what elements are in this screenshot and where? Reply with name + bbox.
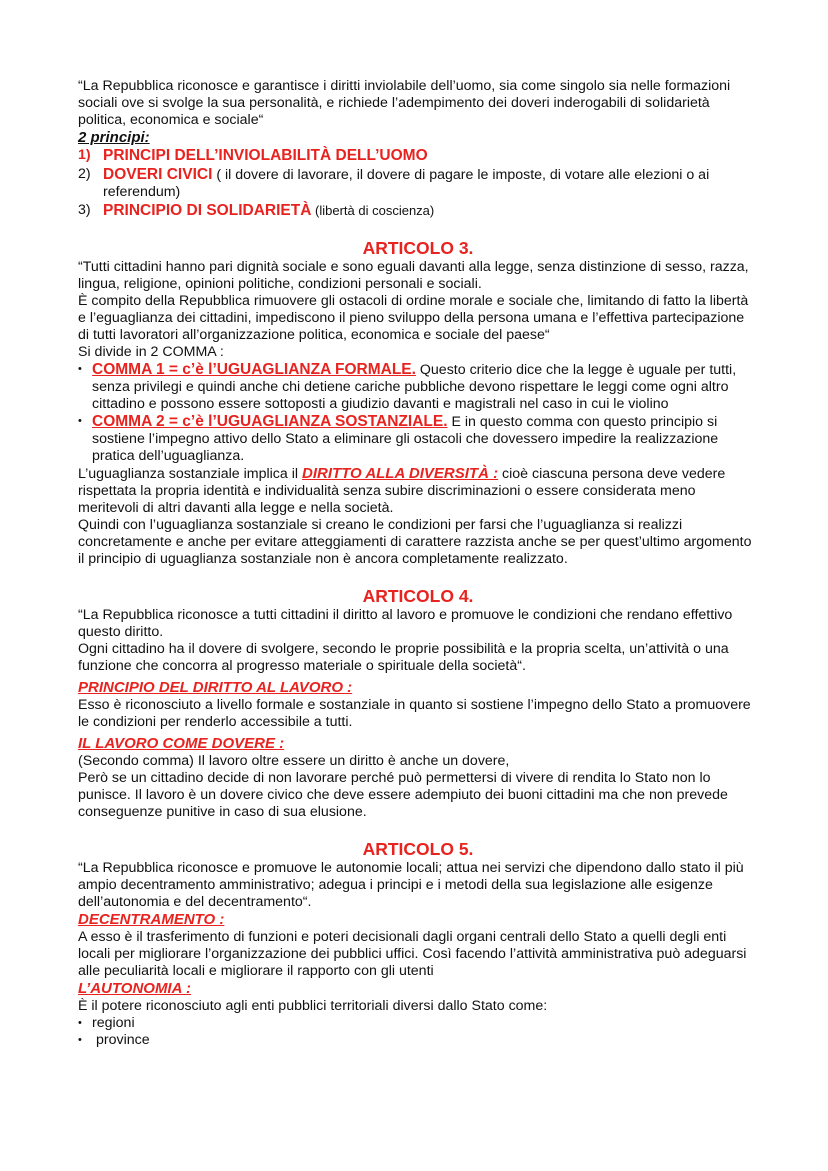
principles-title: 2 principi:: [78, 129, 150, 146]
art5-heading-1: DECENTRAMENTO :: [78, 911, 225, 928]
art4-heading-2: IL LAVORO COME DOVERE :: [78, 735, 285, 752]
bullet-icon: •: [78, 1017, 82, 1029]
principle-item: [78, 147, 758, 165]
list-item-text: regioni: [92, 1015, 135, 1031]
diversity-label: DIRITTO ALLA DIVERSITÀ :: [301, 465, 499, 482]
art4-quote-2: Ogni cittadino ha il dovere di svolgere, secondo le proprie possibilità e la propria scelta, un’attività o una funzione che concorra al progresso materiale o spirituale della società“.: [78, 641, 729, 674]
bullet-icon: •: [78, 363, 82, 375]
art2-quote: “La Repubblica riconosce e garantisce i diritti inviolabile dell’uomo, sia come singolo sia nelle formazioni sociali ove si svolge la sua personalità, e richiede l’adempimento dei doveri inderogabili di solidarietà politica, economica e sociale“: [78, 78, 731, 128]
item-number: 3): [78, 202, 91, 218]
art3-divides: Si divide in 2 COMMA :: [78, 344, 224, 360]
list-item-text: province: [96, 1032, 150, 1048]
list-item: [78, 1015, 758, 1032]
bullet-icon: •: [78, 1034, 82, 1046]
principle-item: [78, 202, 758, 220]
diversity-text: cioè ciascuna persona deve vedere rispettata la propria identità e individualità senza subire discriminazioni o essere considerata meno meritevoli di altri davanti alla legge e nella società.: [78, 466, 726, 516]
comma-1-text: Questo criterio dice che la legge è uguale per tutti, senza privilegi e quindi anche chi detiene cariche pubbliche devono rispettare le leggi come ogni altro cittadino e possono essere sottoposti a giudizio davanti e magistrali nel caso in cui le violino: [92, 362, 737, 412]
item-title: DOVERI CIVICI: [103, 166, 213, 183]
item-title: PRINCIPI DELL’INVIOLABILITÀ DELL’UOMO: [103, 147, 428, 164]
art3-quote: “Tutti cittadini hanno pari dignità sociale e sono eguali davanti alla legge, senza distinzione di sesso, razza, lingua, religione, opinioni politiche, condizioni personali e sociali.: [78, 259, 749, 292]
art5-paragraph-1: A esso è il trasferimento di funzioni e poteri decisionali dagli organi centrali dello Stato a quelli degli enti locali per migliorare l’organizzazione dei pubblici uffici. Così facendo l’attività amministrativa può adeguarsi alle peculiarità locali e migliorare il rapporto con gli utenti: [78, 929, 747, 979]
comma-1-item: [78, 361, 758, 413]
list-item: [78, 1032, 758, 1049]
item-text: ( il dovere di lavorare, il dovere di pagare le imposte, di votare alle elezioni o ai referendum): [103, 167, 710, 200]
diversity-paragraph: [78, 465, 758, 517]
comma-1-label: COMMA 1 = c’è l’UGUAGLIANZA FORMALE.: [92, 361, 416, 378]
art3-conclusion: Quindi con l’uguaglianza sostanziale si creano le condizioni per farsi che l’uguaglianza si realizzi concretamente e anche per evitare atteggiamenti di carattere razzista anche se per quest’ultimo argomento il principio di uguaglianza sostanziale non è ancora completamente realizzato.: [78, 517, 752, 567]
art3-quote-2: È compito della Repubblica rimuovere gli ostacoli di ordine morale e sociale che, limitando di fatto la libertà e l’eguaglianza dei cittadini, impediscono il pieno sviluppo della persona umana e l’effettiva partecipazione di tutti lavoratori all’organizzazione politica, economica e sociale del paese“: [78, 293, 749, 343]
principle-item: [78, 166, 758, 201]
art4-title: ARTICOLO 4.: [362, 586, 474, 606]
art3-title: ARTICOLO 3.: [362, 238, 474, 258]
principles-list: [78, 147, 758, 220]
art5-title: ARTICOLO 5.: [362, 839, 474, 859]
document-page: [78, 78, 758, 1049]
comma-2-label: COMMA 2 = c’è l’UGUAGLIANZA SOSTANZIALE.: [92, 413, 448, 430]
art4-paragraph-2b: Però se un cittadino decide di non lavorare perché può permettersi di vivere di rendita lo Stato non lo punisce. Il lavoro è un dovere civico che deve essere adempiuto dei buoni cittadini ma che non prevede conseguenze punitive in caso di sua elusione.: [78, 770, 728, 820]
item-text: (libertà di coscienza): [311, 203, 435, 218]
comma-2-text: E in questo comma con questo principio si sostiene l’impegno attivo dello Stato a eliminare gli ostacoli che dovessero impedire la realizzazione pratica dell’uguaglianza.: [92, 414, 719, 464]
diversity-intro: L’uguaglianza sostanziale implica il: [78, 466, 302, 482]
item-title: PRINCIPIO DI SOLIDARIETÀ: [103, 202, 312, 219]
item-number: 1): [78, 147, 91, 163]
art4-paragraph-2a: (Secondo comma) Il lavoro oltre essere un diritto è anche un dovere,: [78, 753, 510, 769]
item-number: 2): [78, 166, 91, 182]
art4-heading-1: PRINCIPIO DEL DIRITTO AL LAVORO :: [78, 679, 353, 696]
bullet-icon: •: [78, 415, 82, 427]
comma-2-item: [78, 413, 758, 465]
art4-quote: “La Repubblica riconosce a tutti cittadini il diritto al lavoro e promuove le condizioni che rendano effettivo questo diritto.: [78, 607, 733, 640]
art4-paragraph-1: Esso è riconosciuto a livello formale e sostanziale in quanto si sostiene l’impegno dello Stato a promuovere le condizioni per renderlo accessibile a tutti.: [78, 697, 751, 730]
art5-heading-2: L’AUTONOMIA :: [78, 980, 192, 997]
art5-quote: “La Repubblica riconosce e promuove le autonomie locali; attua nei servizi che dipendono dallo stato il più ampio decentramento amministrativo; adegua i principi e i metodi della sua legislazione alle esigenze dell’autonomia e del decentramento“.: [78, 860, 744, 910]
art5-paragraph-2: È il potere riconosciuto agli enti pubblici territoriali diversi dallo Stato come:: [78, 998, 548, 1014]
